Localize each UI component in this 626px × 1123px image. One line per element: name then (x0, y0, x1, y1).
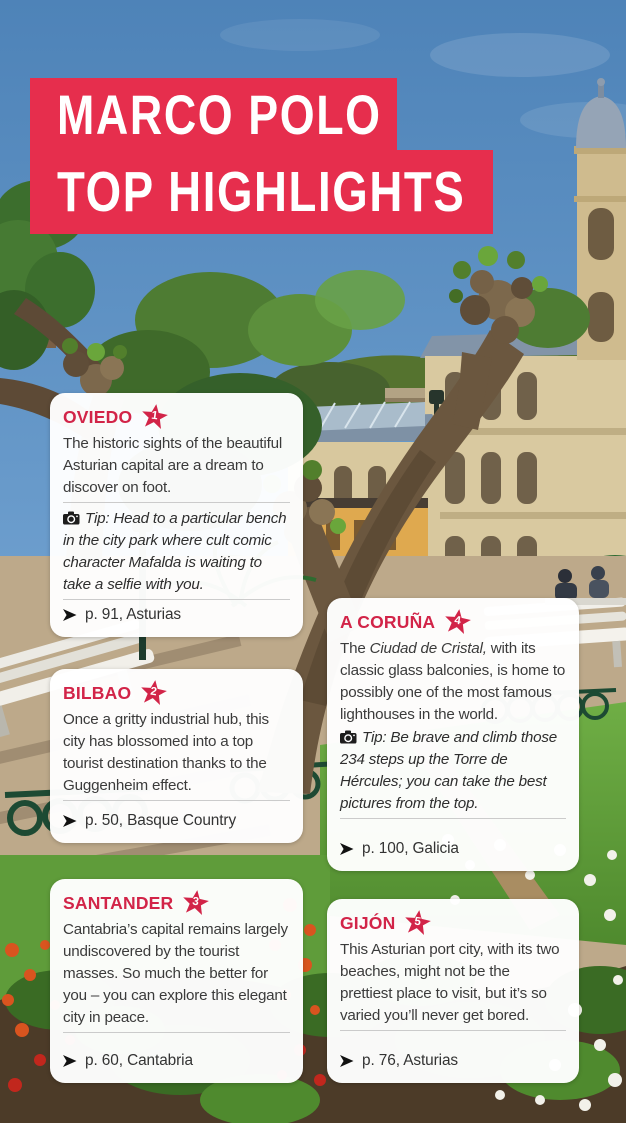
divider (63, 502, 290, 503)
card-header (340, 910, 566, 936)
card-tip-text: Tip: Head to a particular bench in the city park where cult comic character Mafalda is waiting to take a selfie with you. (63, 510, 287, 593)
page-reference-text: p. 100, Galicia (362, 840, 459, 857)
banner-line-2 (30, 150, 493, 234)
star-number: 5 (414, 915, 423, 929)
right-arrowhead-icon (63, 814, 77, 828)
divider (63, 800, 290, 801)
page-reference-text: p. 60, Cantabria (85, 1052, 193, 1069)
highlight-card-oviedo (50, 393, 303, 637)
card-title: OVIEDO (63, 406, 133, 427)
card-title: SANTANDER (63, 892, 174, 913)
right-arrowhead-icon (63, 608, 77, 622)
card-title: A CORUÑA (340, 611, 436, 632)
star-number: 1 (150, 409, 159, 423)
highlight-card-bilbao (50, 669, 303, 843)
page-reference (340, 1052, 566, 1072)
divider (63, 599, 290, 600)
card-tip-text: Tip: Be brave and climb those 234 steps up the Torre de Hércules; you can take the best pictures from the top. (340, 729, 557, 812)
right-arrowhead-icon (340, 842, 354, 856)
card-tip (340, 727, 566, 815)
right-arrowhead-icon (63, 1054, 77, 1068)
card-description: Once a gritty industrial hub, this city has blossomed into a top tourist destination thanks to the Guggenheim effect. (63, 711, 269, 794)
star-badge-icon (140, 402, 170, 432)
divider (63, 1032, 290, 1033)
banner-title-text: MARCO POLO (57, 82, 382, 146)
card-header (63, 404, 290, 430)
star-badge-icon (181, 888, 211, 918)
card-description (340, 638, 566, 726)
star-number: 3 (192, 895, 201, 909)
card-tip (63, 508, 290, 596)
star-number: 2 (149, 685, 158, 699)
camera-icon (340, 730, 357, 744)
page-reference-text: p. 91, Asturias (85, 606, 182, 623)
page-reference (340, 840, 566, 860)
description-segment: with its classic glass balconies, is home to possibly one of the most famous lighthouses in the world. (340, 640, 566, 723)
card-title: BILBAO (63, 682, 132, 703)
top-highlights-banner (0, 0, 626, 240)
banner-line-1 (30, 78, 397, 150)
page-reference (63, 606, 290, 626)
star-badge-icon (403, 908, 433, 938)
card-header (63, 680, 290, 706)
divider (340, 1030, 566, 1031)
card-description: Cantabria’s capital remains largely undiscovered by the tourist masses. So much the better for you – you can explore this elegant city in peace. (63, 921, 288, 1026)
highlight-card-santander (50, 879, 303, 1083)
card-title: GIJÓN (340, 912, 396, 933)
divider (340, 818, 566, 819)
page-reference-text: p. 50, Basque Country (85, 812, 237, 829)
page-reference (63, 1052, 290, 1072)
card-description: The historic sights of the beautiful Asturian capital are a dream to discover on foot. (63, 435, 283, 496)
page-reference-text: p. 76, Asturias (362, 1052, 459, 1069)
card-header (63, 890, 290, 916)
card-header (340, 609, 566, 635)
highlight-card-a-coruna (327, 598, 579, 871)
page-reference (63, 812, 290, 832)
highlight-card-gijon (327, 899, 579, 1083)
right-arrowhead-icon (340, 1054, 354, 1068)
star-badge-icon (139, 678, 169, 708)
star-badge-icon (443, 607, 473, 637)
card-description: This Asturian port city, with its two beaches, might not be the prettiest place to visit, but it’s so varied you’ll never get bored. (340, 941, 560, 1024)
banner-subtitle-text: TOP HIGHLIGHTS (57, 160, 466, 224)
description-segment: The (340, 640, 370, 657)
camera-icon (63, 511, 80, 525)
star-number: 4 (453, 614, 462, 628)
description-italic-segment: Ciudad de Cristal, (369, 640, 487, 657)
